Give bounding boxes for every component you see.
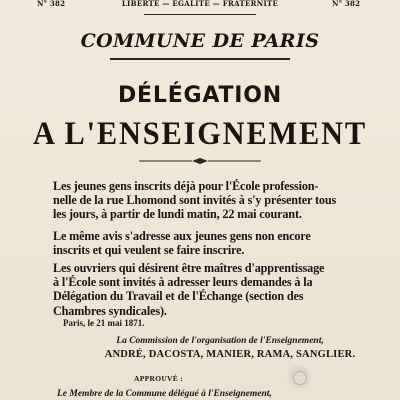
notice-paragraph-2 (53, 229, 365, 257)
paragraph-2-line-1: Le même avis s'adresse aux jeunes gens non encore (53, 229, 311, 243)
paragraph-3-line-2: à l'École sont invités à adresser leurs demandes à la (53, 275, 313, 290)
commune-heading: COMMUNE DE PARIS (80, 30, 320, 52)
motto-underline (144, 14, 256, 15)
enseignement-title: A L'ENSEIGNEMENT (33, 116, 367, 152)
paragraph-3-line-1: Les ouvriers qui désirent être maîtres d'apprentissage (53, 261, 325, 275)
paragraph-1-line-1: Les jeunes gens inscrits déjà pour l'École profession- (53, 179, 319, 193)
approved-label: APPROUVÉ : (134, 374, 184, 383)
paragraph-3-line-4: Chambres syndicales). (53, 303, 167, 318)
poster-number-right: N° 382 (332, 0, 361, 8)
stamp-icon (286, 364, 312, 390)
ornamental-divider (137, 156, 263, 166)
date-line: Paris, le 21 mai 1871. (63, 318, 145, 328)
commission-label: La Commission de l'organisation de l'Enseignement, (116, 336, 324, 346)
member-delegate-line: Le Membre de la Commune délégué à l'Enseignement, (57, 389, 272, 399)
notice-paragraph-3 (53, 261, 365, 318)
commune-underline (110, 58, 290, 60)
paragraph-1-line-2: nelle de la rue Lhomond sont invités à s'y présenter tous (53, 193, 337, 208)
commission-members: ANDRÉ, DACOSTA, MANIER, RAMA, SANGLIER. (104, 349, 356, 360)
delegation-title: DÉLÉGATION (117, 83, 283, 108)
paragraph-3-line-3: Délégation du Travail et de l'Échange (section des (53, 289, 304, 304)
notice-paragraph-1 (53, 179, 365, 222)
paragraph-1-line-3: les jours, à partir de lundi matin, 22 mai courant. (53, 207, 302, 222)
poster-number-left: N° 382 (37, 0, 66, 8)
republican-motto: LIBERTÉ — ÉGALITÉ — FRATERNITÉ (121, 0, 279, 8)
paragraph-2-line-2: inscrits et qui veulent se faire inscrire. (53, 243, 245, 258)
